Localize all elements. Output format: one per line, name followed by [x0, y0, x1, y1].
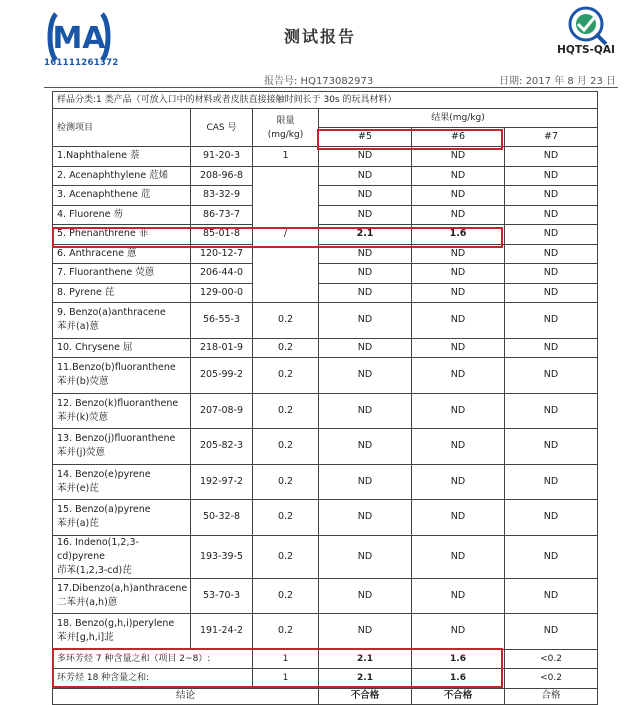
limit-cell: 0.2 — [253, 464, 319, 500]
test-item-cell: 3. Acenaphthene 苊 — [53, 186, 191, 206]
table-row — [53, 244, 598, 264]
test-item-cell: 14. Benzo(e)pyrene 苯并(e)芘 — [53, 464, 191, 500]
report-number: 报告号: HQ173082973 — [264, 76, 374, 87]
result-7-cell: ND — [505, 303, 598, 339]
result-7-cell: ND — [505, 358, 598, 394]
test-item-cell: 10. Chrysene 屈 — [53, 338, 191, 358]
result-5-cell: ND — [319, 338, 412, 358]
test-item-cell: 18. Benzo(g,h,i)perylene 苯并[g,h,i]苝 — [53, 614, 191, 650]
test-item-cell: 17.Dibenzo(a,h)anthracene 二苯并(a,h)蒽 — [53, 578, 191, 614]
result-5-cell: ND — [319, 578, 412, 614]
table-row — [53, 225, 598, 245]
cas-cell: 56-55-3 — [191, 303, 253, 339]
test-item-cell: 8. Pyrene 芘 — [53, 283, 191, 303]
result-5-cell: ND — [319, 464, 412, 500]
test-item-cell: 9. Benzo(a)anthracene 苯并(a)蒽 — [53, 303, 191, 339]
result-5-cell: ND — [319, 264, 412, 284]
cas-cell: 207-08-9 — [191, 393, 253, 429]
table-row — [53, 578, 598, 614]
limit-cell: 0.2 — [253, 614, 319, 650]
sum-limit-cell: 1 — [253, 669, 319, 689]
conclusion-5-cell: 不合格 — [319, 688, 412, 704]
cas-cell: 85-01-8 — [191, 225, 253, 245]
table-row — [53, 429, 598, 465]
table-row — [53, 614, 598, 650]
conclusion-7-cell: 合格 — [505, 688, 598, 704]
result-7-cell: ND — [505, 205, 598, 225]
result-7-cell: ND — [505, 614, 598, 650]
result-6-cell: ND — [412, 500, 505, 536]
results-table — [52, 91, 598, 705]
result-5-cell: ND — [319, 303, 412, 339]
sample-category: 样品分类:1 类产品（可放入口中的材料或者皮肤直接接触时间长于 30s 的玩具材料） — [53, 92, 598, 109]
conclusion-row — [53, 688, 598, 704]
cas-cell: 129-00-0 — [191, 283, 253, 303]
sum-18-row — [53, 669, 598, 689]
result-6-cell: ND — [412, 283, 505, 303]
sum-limit-cell: 1 — [253, 649, 319, 669]
result-7-cell: ND — [505, 244, 598, 264]
cas-cell: 91-20-3 — [191, 147, 253, 167]
conclusion-6-cell: 不合格 — [412, 688, 505, 704]
result-6-cell: ND — [412, 464, 505, 500]
test-item-cell: 16. Indeno(1,2,3-cd)pyrene 茚苯(1,2,3-cd)芘 — [53, 535, 191, 578]
col-header-result: 结果(mg/kg) — [319, 109, 598, 128]
result-6-cell: 1.6 — [412, 225, 505, 245]
cas-cell: 86-73-7 — [191, 205, 253, 225]
sum-result-7-cell: <0.2 — [505, 669, 598, 689]
cas-cell: 191-24-2 — [191, 614, 253, 650]
result-5-cell: ND — [319, 393, 412, 429]
sum-result-6-cell: 1.6 — [412, 649, 505, 669]
result-5-cell: ND — [319, 147, 412, 167]
hqts-logo — [560, 4, 616, 48]
test-item-cell: 6. Anthracene 蒽 — [53, 244, 191, 264]
result-7-cell: ND — [505, 225, 598, 245]
limit-cell-merged: / — [253, 166, 319, 303]
table-row — [53, 535, 598, 578]
cas-cell: 208-96-8 — [191, 166, 253, 186]
cas-cell: 83-32-9 — [191, 186, 253, 206]
test-item-cell: 1.Naphthalene 萘 — [53, 147, 191, 167]
test-item-cell: 15. Benzo(a)pyrene 苯并(a)芘 — [53, 500, 191, 536]
limit-cell: 0.2 — [253, 393, 319, 429]
result-6-cell: ND — [412, 429, 505, 465]
page-title: 测试报告 — [283, 27, 356, 46]
result-5-cell: ND — [319, 283, 412, 303]
col-header-limit: 限量 (mg/kg) — [253, 109, 319, 147]
result-6-cell: ND — [412, 393, 505, 429]
result-7-cell: ND — [505, 578, 598, 614]
result-5-cell: ND — [319, 500, 412, 536]
result-5-cell: ND — [319, 358, 412, 394]
sum-result-5-cell: 2.1 — [319, 669, 412, 689]
test-item-cell: 12. Benzo(k)fluoranthene 苯并(k)荧蒽 — [53, 393, 191, 429]
cas-cell: 218-01-9 — [191, 338, 253, 358]
result-5-cell: ND — [319, 535, 412, 578]
result-6-cell: ND — [412, 614, 505, 650]
result-7-cell: ND — [505, 186, 598, 206]
ma-logo-text: MA — [52, 21, 106, 56]
table-row — [53, 464, 598, 500]
cas-cell: 193-39-5 — [191, 535, 253, 578]
limit-cell: 1 — [253, 147, 319, 167]
table-row — [53, 147, 598, 167]
table-row — [53, 264, 598, 284]
limit-cell: 0.2 — [253, 500, 319, 536]
result-7-cell: ND — [505, 429, 598, 465]
result-5-cell: ND — [319, 244, 412, 264]
sum-7-row — [53, 649, 598, 669]
test-item-cell: 11.Benzo(b)fluoranthene 苯并(b)荧蒽 — [53, 358, 191, 394]
header-divider — [44, 87, 618, 88]
ma-number: 161111261372 — [44, 58, 119, 68]
hqts-logo-text: HQTS-QAI — [557, 44, 615, 56]
results-table-wrap — [52, 91, 597, 705]
table-row — [53, 500, 598, 536]
table-row — [53, 303, 598, 339]
table-row — [53, 358, 598, 394]
result-6-cell: ND — [412, 205, 505, 225]
result-7-cell: ND — [505, 283, 598, 303]
test-item-cell: 13. Benzo(j)fluoranthene 苯并(j)荧蒽 — [53, 429, 191, 465]
limit-cell: 0.2 — [253, 303, 319, 339]
table-row — [53, 393, 598, 429]
result-7-cell: ND — [505, 147, 598, 167]
result-7-cell: ND — [505, 500, 598, 536]
table-row — [53, 166, 598, 186]
test-item-cell: 7. Fluoranthene 荧蒽 — [53, 264, 191, 284]
table-row — [53, 205, 598, 225]
result-5-cell: ND — [319, 614, 412, 650]
col-header-cas: CAS 号 — [191, 109, 253, 147]
conclusion-label-cell: 结论 — [53, 688, 319, 704]
result-6-cell: ND — [412, 186, 505, 206]
result-7-cell: ND — [505, 393, 598, 429]
limit-cell: 0.2 — [253, 578, 319, 614]
cas-cell: 192-97-2 — [191, 464, 253, 500]
sum-label-cell: 多环芳烃 7 种含量之和（项目 2~8）: — [53, 649, 253, 669]
sum-label-cell: 环芳烃 18 种含量之和: — [53, 669, 253, 689]
test-item-cell: 5. Phenanthrene 菲 — [53, 225, 191, 245]
result-5-cell: ND — [319, 186, 412, 206]
table-row — [53, 186, 598, 206]
sum-result-7-cell: <0.2 — [505, 649, 598, 669]
col-header-sample-7: #7 — [505, 128, 598, 147]
result-6-cell: ND — [412, 166, 505, 186]
result-7-cell: ND — [505, 464, 598, 500]
result-7-cell: ND — [505, 166, 598, 186]
result-7-cell: ND — [505, 535, 598, 578]
limit-cell: 0.2 — [253, 338, 319, 358]
result-5-cell: 2.1 — [319, 225, 412, 245]
test-item-cell: 4. Fluorene 芴 — [53, 205, 191, 225]
col-header-sample-6: #6 — [412, 128, 505, 147]
col-header-sample-5: #5 — [319, 128, 412, 147]
result-5-cell: ND — [319, 429, 412, 465]
result-6-cell: ND — [412, 147, 505, 167]
result-6-cell: ND — [412, 338, 505, 358]
col-header-item: 检测项目 — [53, 109, 191, 147]
cas-cell: 205-82-3 — [191, 429, 253, 465]
report-header — [0, 0, 640, 92]
result-6-cell: ND — [412, 578, 505, 614]
limit-cell: 0.2 — [253, 535, 319, 578]
limit-cell: 0.2 — [253, 358, 319, 394]
table-row — [53, 338, 598, 358]
cas-cell: 120-12-7 — [191, 244, 253, 264]
result-5-cell: ND — [319, 205, 412, 225]
test-item-cell: 2. Acenaphthylene 苊烯 — [53, 166, 191, 186]
cas-cell: 50-32-8 — [191, 500, 253, 536]
cas-cell: 205-99-2 — [191, 358, 253, 394]
sum-result-6-cell: 1.6 — [412, 669, 505, 689]
table-row — [53, 283, 598, 303]
result-6-cell: ND — [412, 264, 505, 284]
result-6-cell: ND — [412, 244, 505, 264]
sum-result-5-cell: 2.1 — [319, 649, 412, 669]
result-7-cell: ND — [505, 264, 598, 284]
result-6-cell: ND — [412, 358, 505, 394]
result-6-cell: ND — [412, 303, 505, 339]
report-date: 日期: 2017 年 8 月 23 日 — [499, 76, 616, 87]
result-7-cell: ND — [505, 338, 598, 358]
result-5-cell: ND — [319, 166, 412, 186]
cas-cell: 206-44-0 — [191, 264, 253, 284]
result-6-cell: ND — [412, 535, 505, 578]
cas-cell: 53-70-3 — [191, 578, 253, 614]
limit-cell: 0.2 — [253, 429, 319, 465]
